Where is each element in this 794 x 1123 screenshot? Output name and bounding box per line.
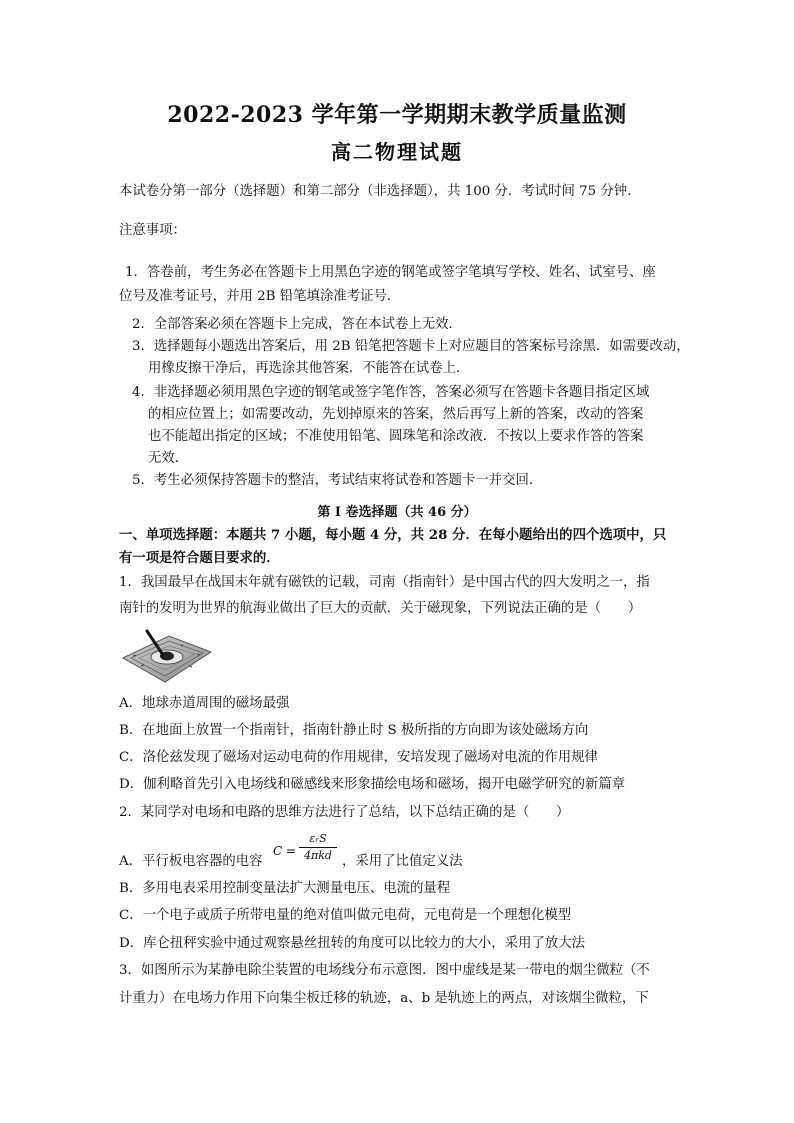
q1-option-b: B．在地面上放置一个指南针，指南针静止时 S 极所指的方向即为该处磁场方向	[119, 723, 589, 738]
formula-numerator: εᵣS	[309, 832, 327, 845]
q1-option-d: D．伽利略首先引入电场线和磁感线来形象描绘电场和磁场，揭开电磁学研究的新篇章	[119, 777, 626, 792]
q1-option-c: C．洛伦兹发现了磁场对运动电荷的作用规律，安培发现了磁场对电流的作用规律	[119, 750, 598, 765]
sinan-compass-image	[119, 622, 214, 684]
q1-option-a: A．地球赤道周围的磁场最强	[119, 696, 290, 711]
note-line: 4．非选择题必须用黑色字迹的钢笔或签字笔作答，答案必须写在答题卡各题目指定区域	[132, 385, 650, 400]
section-title: 第 I 卷选择题（共 46 分）	[317, 505, 477, 520]
q2-option-a-pre: A．平行板电容器的电容	[119, 854, 263, 869]
note-line: 也不能超出指定的区域；不准使用铅笔、圆珠笔和涂改液．不按以上要求作答的答案	[148, 429, 644, 444]
exam-intro: 本试卷分第一部分（选择题）和第二部分（非选择题），共 100 分．考试时间 75 分钟．	[119, 184, 641, 199]
formula-denominator: 4πkd	[304, 849, 332, 862]
formula-bar	[299, 847, 337, 848]
note-line: 3．选择题每小题选出答案后，用 2B 铅笔把答题卡上对应题目的答案标号涂黑．如需要改动，	[132, 339, 690, 354]
formula-left: C =	[273, 844, 297, 858]
part1-instruction: 一、单项选择题：本题共 7 小题，每小题 4 分，共 28 分．在每小题给出的四个选项中，只	[119, 527, 667, 543]
q3-stem: 计重力）在电场力作用下向集尘板迁移的轨迹，a、b 是轨迹上的两点，对该烟尘微粒，下	[119, 991, 649, 1006]
note-line: 位号及准考证号，并用 2B 铅笔填涂准考证号．	[119, 289, 401, 304]
q2-option-a-post: ，采用了比值定义法	[342, 854, 463, 869]
q2-stem: 2．某同学对电场和电路的思维方法进行了总结，以下总结正确的是（ ）	[119, 805, 570, 820]
exam-title: 2022-2023 学年第一学期期末教学质量监测	[167, 102, 627, 128]
note-line: 5．考生必须保持答题卡的整洁，考试结束将试卷和答题卡一并交回．	[132, 473, 543, 488]
part1-instruction: 有一项是符合题目要求的．	[119, 550, 280, 566]
note-line: 无效．	[148, 451, 189, 466]
q2-option-c: C．一个电子或质子所带电量的绝对值叫做元电荷，元电荷是一个理想化模型	[119, 908, 572, 923]
note-line: 用橡皮擦干净后，再选涂其他答案．不能答在试卷上．	[148, 361, 470, 376]
q2-option-d: D．库仑扭秤实验中通过观察悬丝扭转的角度可以比较力的大小，采用了放大法	[119, 936, 586, 951]
note-line: 的相应位置上；如需要改动，先划掉原来的答案，然后再写上新的答案，改动的答案	[148, 407, 644, 422]
q2-option-b: B．多用电表采用控制变量法扩大测量电压、电流的量程	[119, 881, 451, 896]
note-line: 1．答卷前，考生务必在答题卡上用黑色字迹的钢笔或签字笔填写学校、姓名、试室号、座	[125, 265, 656, 280]
notes-heading: 注意事项：	[119, 223, 186, 238]
q1-stem: 南针的发明为世界的航海业做出了巨大的贡献．关于磁现象，下列说法正确的是（ ）	[119, 601, 642, 616]
q1-stem: 1．我国最早在战国末年就有磁铁的记载，司南（指南针）是中国古代的四大发明之一，指	[119, 575, 650, 590]
q3-stem: 3．如图所示为某静电除尘装置的电场线分布示意图．图中虚线是某一带电的烟尘微粒（不	[119, 963, 650, 978]
exam-subtitle: 高二物理试题	[331, 140, 463, 164]
note-line: 2．全部答案必须在答题卡上完成，答在本试卷上无效．	[132, 317, 462, 332]
